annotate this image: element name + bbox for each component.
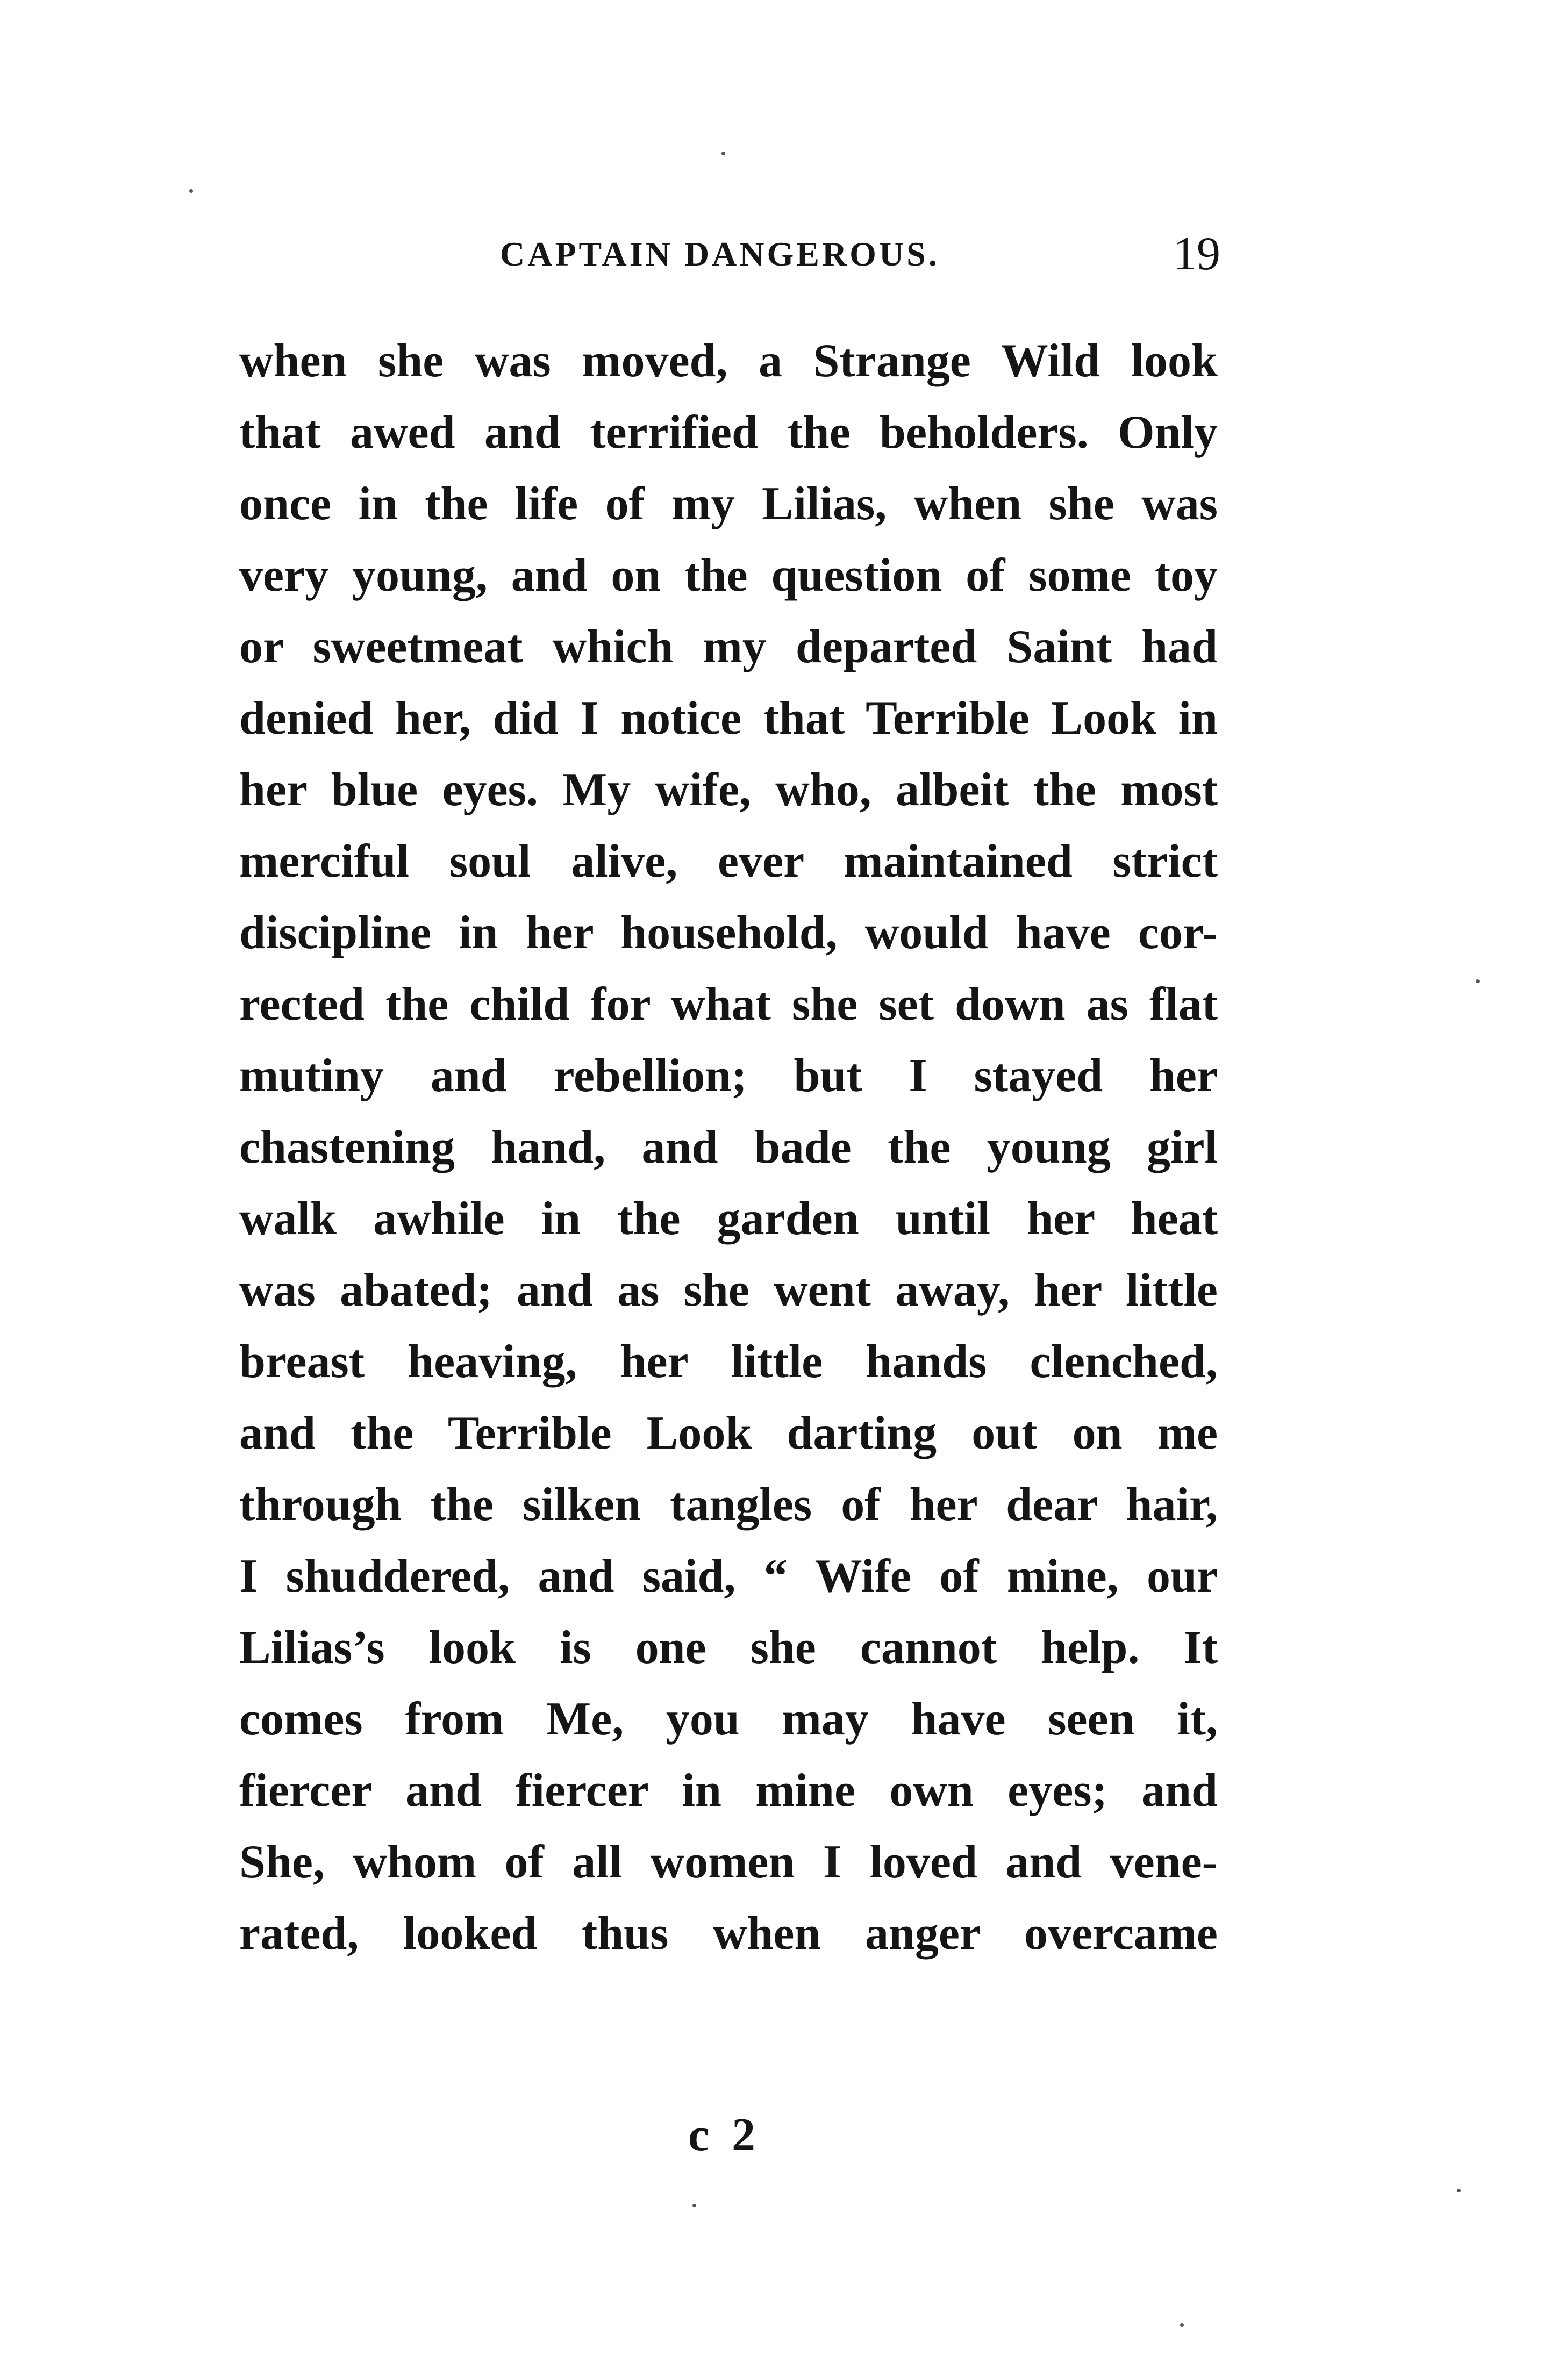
text-line: and the Terrible Look darting out on me [239, 1407, 1218, 1459]
scan-speck [1180, 2323, 1184, 2327]
page-number: 19 [1173, 228, 1220, 280]
text-line: denied her, did I notice that Terrible Look in [239, 692, 1218, 744]
text-line: once in the life of my Lilias, when she was [239, 478, 1218, 530]
body-text [239, 325, 1218, 1969]
text-line: through the silken tangles of her dear hair, [239, 1479, 1218, 1531]
text-line: mutiny and rebellion; but I stayed her [239, 1050, 1218, 1102]
signature-mark: c 2 [688, 2109, 761, 2161]
text-line: breast heaving, her little hands clenched, [239, 1336, 1218, 1388]
scan-speck [1457, 2189, 1461, 2192]
text-line: rected the child for what she set down as flat [239, 978, 1218, 1030]
text-line: was abated; and as she went away, her little [239, 1264, 1218, 1316]
text-line: that awed and terrified the beholders. Only [239, 406, 1218, 458]
text-line: rated, looked thus when anger overcame [239, 1908, 1218, 1960]
text-line: very young, and on the question of some toy [239, 549, 1218, 601]
scan-speck [1476, 979, 1480, 983]
text-line: merciful soul alive, ever maintained strict [239, 835, 1218, 887]
text-line: I shuddered, and said, “ Wife of mine, our [239, 1550, 1218, 1602]
text-line: when she was moved, a Strange Wild look [239, 335, 1218, 387]
text-line: She, whom of all women I loved and vene- [239, 1836, 1218, 1888]
text-line: her blue eyes. My wife, who, albeit the most [239, 764, 1218, 816]
text-line: comes from Me, you may have seen it, [239, 1693, 1218, 1745]
text-line: walk awhile in the garden until her heat [239, 1193, 1218, 1245]
text-line: discipline in her household, would have cor- [239, 907, 1218, 959]
text-line: fiercer and fiercer in mine own eyes; and [239, 1765, 1218, 1817]
scan-speck [189, 189, 193, 193]
scan-speck [721, 152, 725, 155]
running-title: CAPTAIN DANGEROUS. [500, 235, 940, 273]
text-line: or sweetmeat which my departed Saint had [239, 621, 1218, 673]
text-line: chastening hand, and bade the young girl [239, 1121, 1218, 1173]
scan-speck [692, 2204, 696, 2207]
running-head [231, 225, 1220, 284]
text-line: Lilias’s look is one she cannot help. It [239, 1622, 1218, 1674]
